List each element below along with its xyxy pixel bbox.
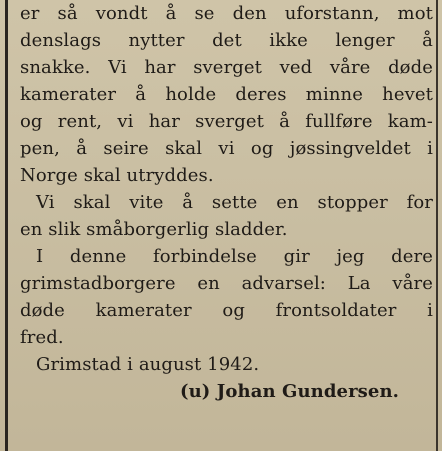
article-line: snakke. Vi har sverget ved våre døde (20, 57, 433, 78)
signature: (u) Johan Gundersen. (180, 381, 400, 402)
right-column-rule (436, 0, 438, 451)
article-line: pen, å seire skal vi og jøssingveldet i (20, 138, 433, 159)
article-line: denslags nytter det ikke lenger å (20, 30, 433, 51)
article-line: en slik småborgerlig sladder. (20, 219, 288, 240)
article-line: døde kamerater og frontsoldater i (20, 300, 433, 321)
dateline: Grimstad i august 1942. (36, 354, 260, 375)
article-line: kamerater å holde deres minne hevet (20, 84, 433, 105)
article-line: og rent, vi har sverget å fullføre kam- (20, 111, 433, 132)
article-line: Norge skal utryddes. (20, 165, 214, 186)
left-column-rule (5, 0, 8, 451)
article-line: er så vondt å se den uforstann, mot (20, 3, 433, 24)
article-line: I denne forbindelse gir jeg dere (36, 246, 433, 267)
article-line: fred. (20, 327, 64, 348)
article-line: grimstadborgere en advarsel: La våre (20, 273, 433, 294)
article-line: Vi skal vite å sette en stopper for (36, 192, 433, 213)
